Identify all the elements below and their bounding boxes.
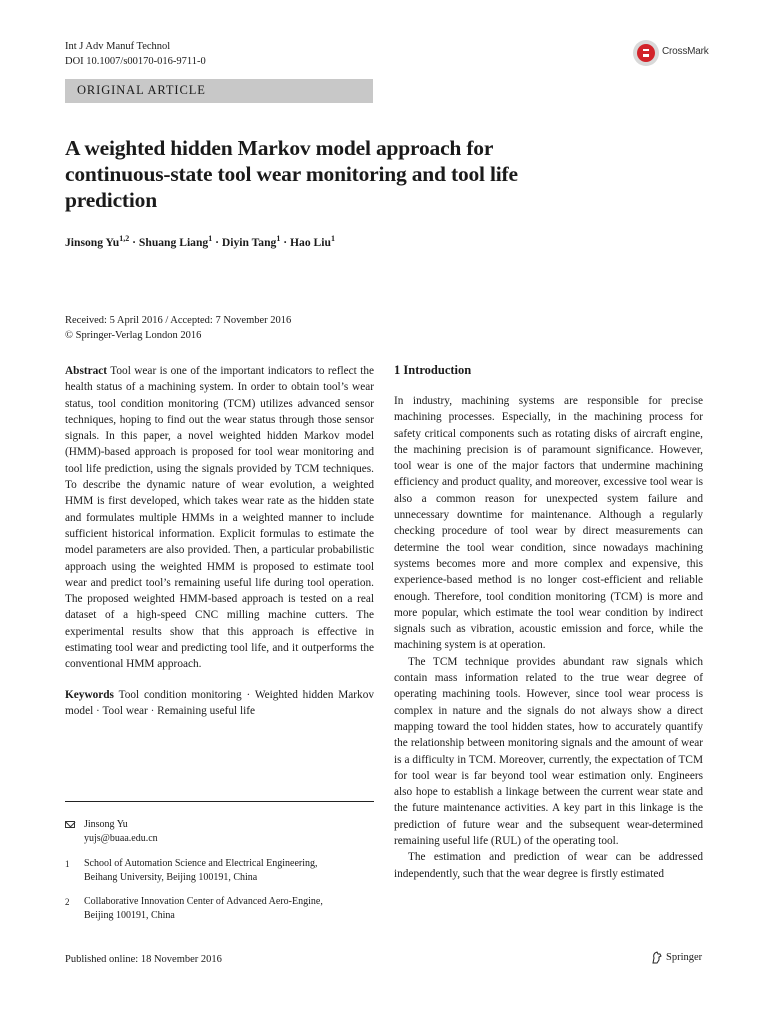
affiliation-line: School of Automation Science and Electrical Engineering, — [84, 857, 318, 869]
left-column — [65, 363, 374, 719]
journal-name: Int J Adv Manuf Technol — [65, 41, 171, 52]
body-paragraph: The TCM technique provides abundant raw signals which contain mass information related to the true wear degree of operating machining tools. However, since tool wear process is complex in nature and the signals do not always show a direct mapping toward the tool hidden states, how to accurately quantify the relationship between monitoring signals and the amount of wear is a difficulty in TCM. Moreover, currently, the expectation of TCM for tool wear is far beyond tool wear estimation only. Engineers also hope to establish a linkage between the current wear state and the future maintenance activities. A key part in this linkage is the prediction of future wear and the subsequent wear-determined remaining useful life (RUL) of the operating tool. — [394, 655, 703, 848]
body-paragraph: In industry, machining systems are responsible for precise machining processes. Especially, in the machining process for safety critical components such as rotating disks of aircraft engine, the machining precision is of paramount significance. However, tool wear is one of the major factors that undermine machining efficiency and product quality, and moreover, excessive tool wear is also a common reason for unexpected system failure and unnecessary downtime for maintenance. Although a regularly checking procedure of tool wear by direct measurements can determine the tool wear condition, since nowadays machining systems becomes more and more complex and expensive, this experience-based method is no longer cost-efficient and reliable enough. Therefore, tool condition monitoring (TCM) is more and more popular, which estimate the tool wear condition by indirect signals such as vibration, acoustic emission and force, while the machining system is at operation. — [394, 395, 703, 652]
contact-footnote — [65, 818, 374, 847]
author-name[interactable]: Diyin Tang — [221, 235, 277, 249]
affiliation-footnote — [65, 895, 374, 924]
affiliation-line: Beihang University, Beijing 100191, China — [84, 871, 258, 883]
author-name[interactable]: Hao Liu — [290, 235, 331, 249]
abstract-text: Tool wear is one of the important indicators to reflect the health status of a machining system. In order to obtain tool’s wear status, tool condition monitoring (TCM) utilizes advanced sensor techniques, hoping to find out the wear status through those sensor signals. In this paper, a novel weighted hidden Markov model (HMM)-based approach is proposed for tool wear monitoring and tool life prediction, using the signals provided by TCM techniques. To describe the dynamic nature of wear evolution, a weighted HMM is first developed, which takes wear rate as the hidden state and formulates multiple HMMs in a weighted manner to include sufficient historical information. Explicit formulas to estimate the model parameters are also provided. Then, a particular probabilistic approach using the weighted HMM is proposed to estimate tool wear and predict tool’s remaining useful life during tool operation. The proposed weighted HMM-based approach is tested on a real dataset of a high-speed CNC milling machine cutters. The experimental results show that this approach is effective in estimating tool wear and predicting tool life, and it outperforms the conventional HMM approach. — [65, 365, 375, 671]
abstract — [65, 363, 374, 673]
author-affiliation: 1,2 — [119, 234, 130, 243]
envelope-icon — [65, 821, 75, 828]
affiliation-line: Collaborative Innovation Center of Advanced Aero-Engine, — [84, 896, 323, 908]
right-column — [394, 363, 703, 882]
crossmark-label: CrossMark — [662, 46, 709, 57]
keywords — [65, 687, 374, 720]
publisher-logo[interactable] — [651, 951, 702, 964]
section-heading: 1 Introduction — [394, 363, 472, 377]
article-title: A weighted hidden Markov model approach for continuous-state tool wear monitoring and tool life prediction — [65, 136, 518, 212]
footnotes — [65, 818, 374, 934]
crossmark-icon — [632, 38, 660, 68]
author-name[interactable]: Jinsong Yu — [65, 235, 120, 249]
copyright: © Springer-Verlag London 2016 — [65, 330, 202, 341]
author-affiliation: 1 — [208, 234, 213, 243]
doi[interactable]: DOI 10.1007/s00170-016-9711-0 — [65, 56, 206, 67]
footnote-divider — [65, 801, 374, 802]
contact-email[interactable]: yujs@buaa.edu.cn — [84, 833, 158, 845]
keywords-label: Keywords — [65, 688, 114, 701]
author-list: Jinsong Yu$^{1,2}$ · Shuang Liang$^1$ · Diyin Tang$^1$ · Hao Liu$^1$ — [65, 234, 335, 249]
affiliation-footnote — [65, 857, 374, 886]
crossmark-logo[interactable] — [632, 38, 709, 68]
keywords-text: Tool condition monitoring · Weighted hidden Markov model · Tool wear · Remaining useful life — [65, 688, 375, 717]
contact-name: Jinsong Yu — [84, 819, 128, 830]
springer-horse-icon — [651, 951, 663, 964]
affiliation-line: Beijing 100191, China — [84, 910, 175, 922]
received-accepted: Received: 5 April 2016 / Accepted: 7 November 2016 — [65, 315, 292, 326]
journal-header — [65, 39, 206, 69]
author-affiliation: 1 — [276, 234, 281, 243]
author-name[interactable]: Shuang Liang — [138, 235, 209, 249]
publisher-name: Springer — [666, 952, 703, 963]
article-type-banner: ORIGINAL ARTICLE — [65, 79, 373, 103]
body-paragraph: The estimation and prediction of wear can be addressed independently, such that the wear degree is firstly estimated — [394, 851, 703, 880]
footnote-number: 2 — [65, 897, 70, 908]
author-affiliation: 1 — [330, 234, 335, 243]
article-dates — [65, 313, 291, 343]
published-date: Published online: 18 November 2016 — [65, 954, 222, 965]
abstract-label: Abstract — [65, 365, 108, 377]
footnote-number: 1 — [65, 858, 70, 869]
